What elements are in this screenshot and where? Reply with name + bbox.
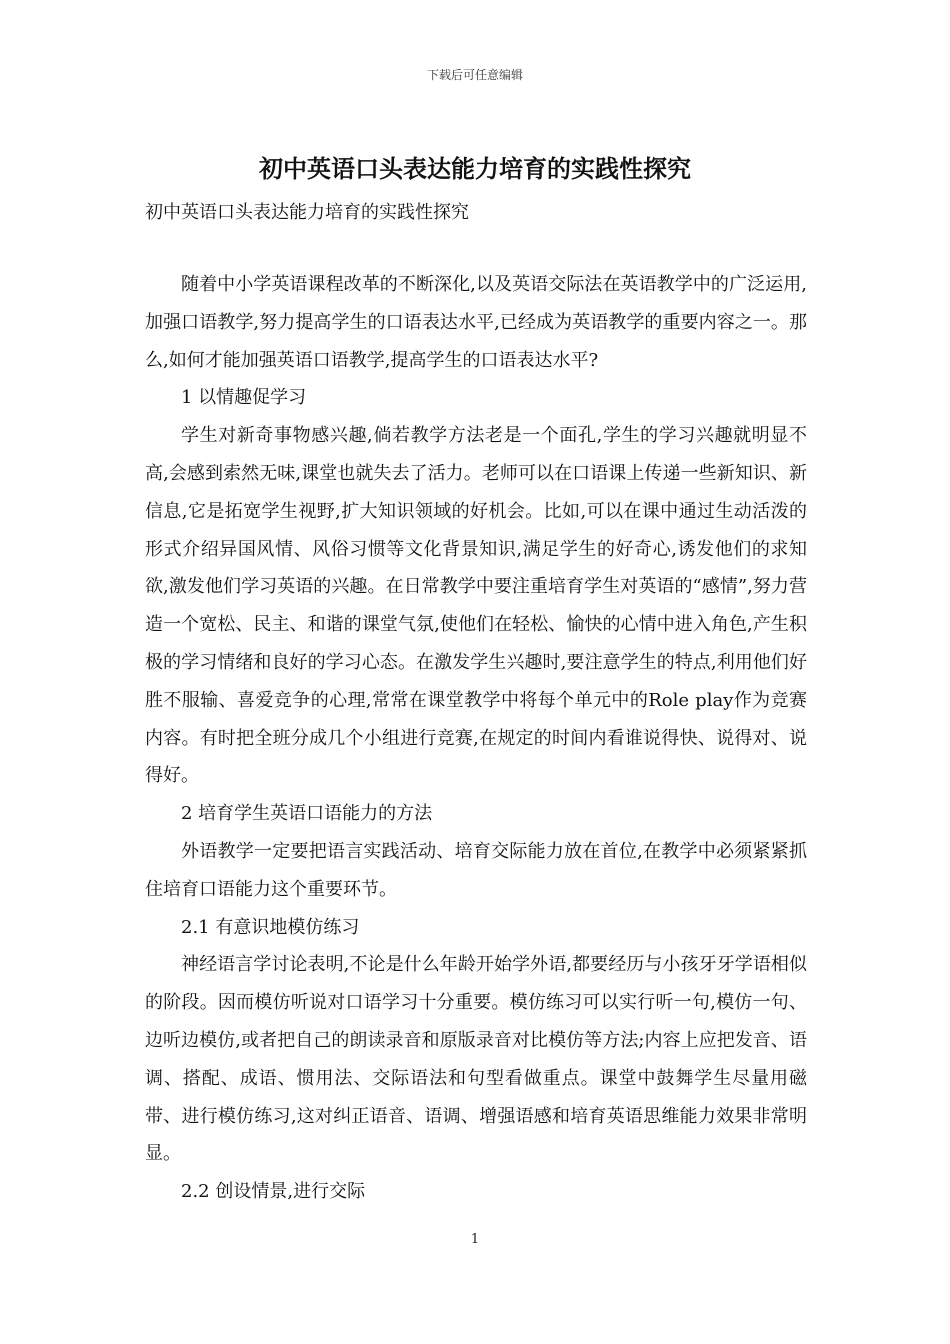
page-header: 下载后可任意编辑 xyxy=(426,68,523,82)
section-heading: 1 以情趣促学习 xyxy=(181,387,307,409)
body-paragraph: 学生对新奇事物感兴趣,倘若教学方法老是一个面孔,学生的学习兴趣就明显不高,会感到索然无味,课堂也就失去了活力。老师可以在口语课上传递一些新知识、新信息,它是拓宽学生视野,扩大知识领域的好机会。比如,可以在课中通过生动活泼的形式介绍异国风情、风俗习惯等文化背景知识,满足学生的好奇心,诱发他们的求知欲,激发他们学习英语的兴趣。在日常教学中要注重培育学生对英语的“感情”,努力营造一个宽松、民主、和谐的课堂气氛,使他们在轻松、愉快的心情中进入角色,产生积极的学习情绪和良好的学习心态。在激发学生兴趣时,要注意学生的特点,利用他们好胜不服输、喜爱竞争的心理,常常在课堂教学中将每个单元中的Role play作为竞赛内容。有时把全班分成几个小组进行竞赛,在规定的时间内看谁说得快、说得对、说得好。 xyxy=(145,425,807,787)
document-body xyxy=(145,266,807,1211)
page-number: 1 xyxy=(470,1232,480,1247)
section-heading: 2 培育学生英语口语能力的方法 xyxy=(181,803,433,825)
body-paragraph: 外语教学一定要把语言实践活动、培育交际能力放在首位,在教学中必须紧紧抓住培育口语能力这个重要环节。 xyxy=(145,840,807,900)
document-title: 初中英语口头表达能力培育的实践性探究 xyxy=(259,154,691,183)
body-paragraph: 随着中小学英语课程改革的不断深化,以及英语交际法在英语教学中的广泛运用,加强口语教学,努力提高学生的口语表达水平,已经成为英语教学的重要内容之一。那么,如何才能加强英语口语教学,提高学生的口语表达水平? xyxy=(145,274,807,371)
subsection-heading: 2.2 创设情景,进行交际 xyxy=(181,1181,366,1203)
document-subtitle: 初中英语口头表达能力培育的实践性探究 xyxy=(145,202,469,223)
body-paragraph: 神经语言学讨论表明,不论是什么年龄开始学外语,都要经历与小孩牙牙学语相似的阶段。因而模仿听说对口语学习十分重要。模仿练习可以实行听一句,模仿一句、边听边模仿,或者把自己的朗读录音和原版录音对比模仿等方法;内容上应把发音、语调、搭配、成语、惯用法、交际语法和句型看做重点。课堂中鼓舞学生尽量用磁带、进行模仿练习,这对纠正语音、语调、增强语感和培育英语思维能力效果非常明显。 xyxy=(145,954,807,1165)
subsection-heading: 2.1 有意识地模仿练习 xyxy=(181,916,360,938)
